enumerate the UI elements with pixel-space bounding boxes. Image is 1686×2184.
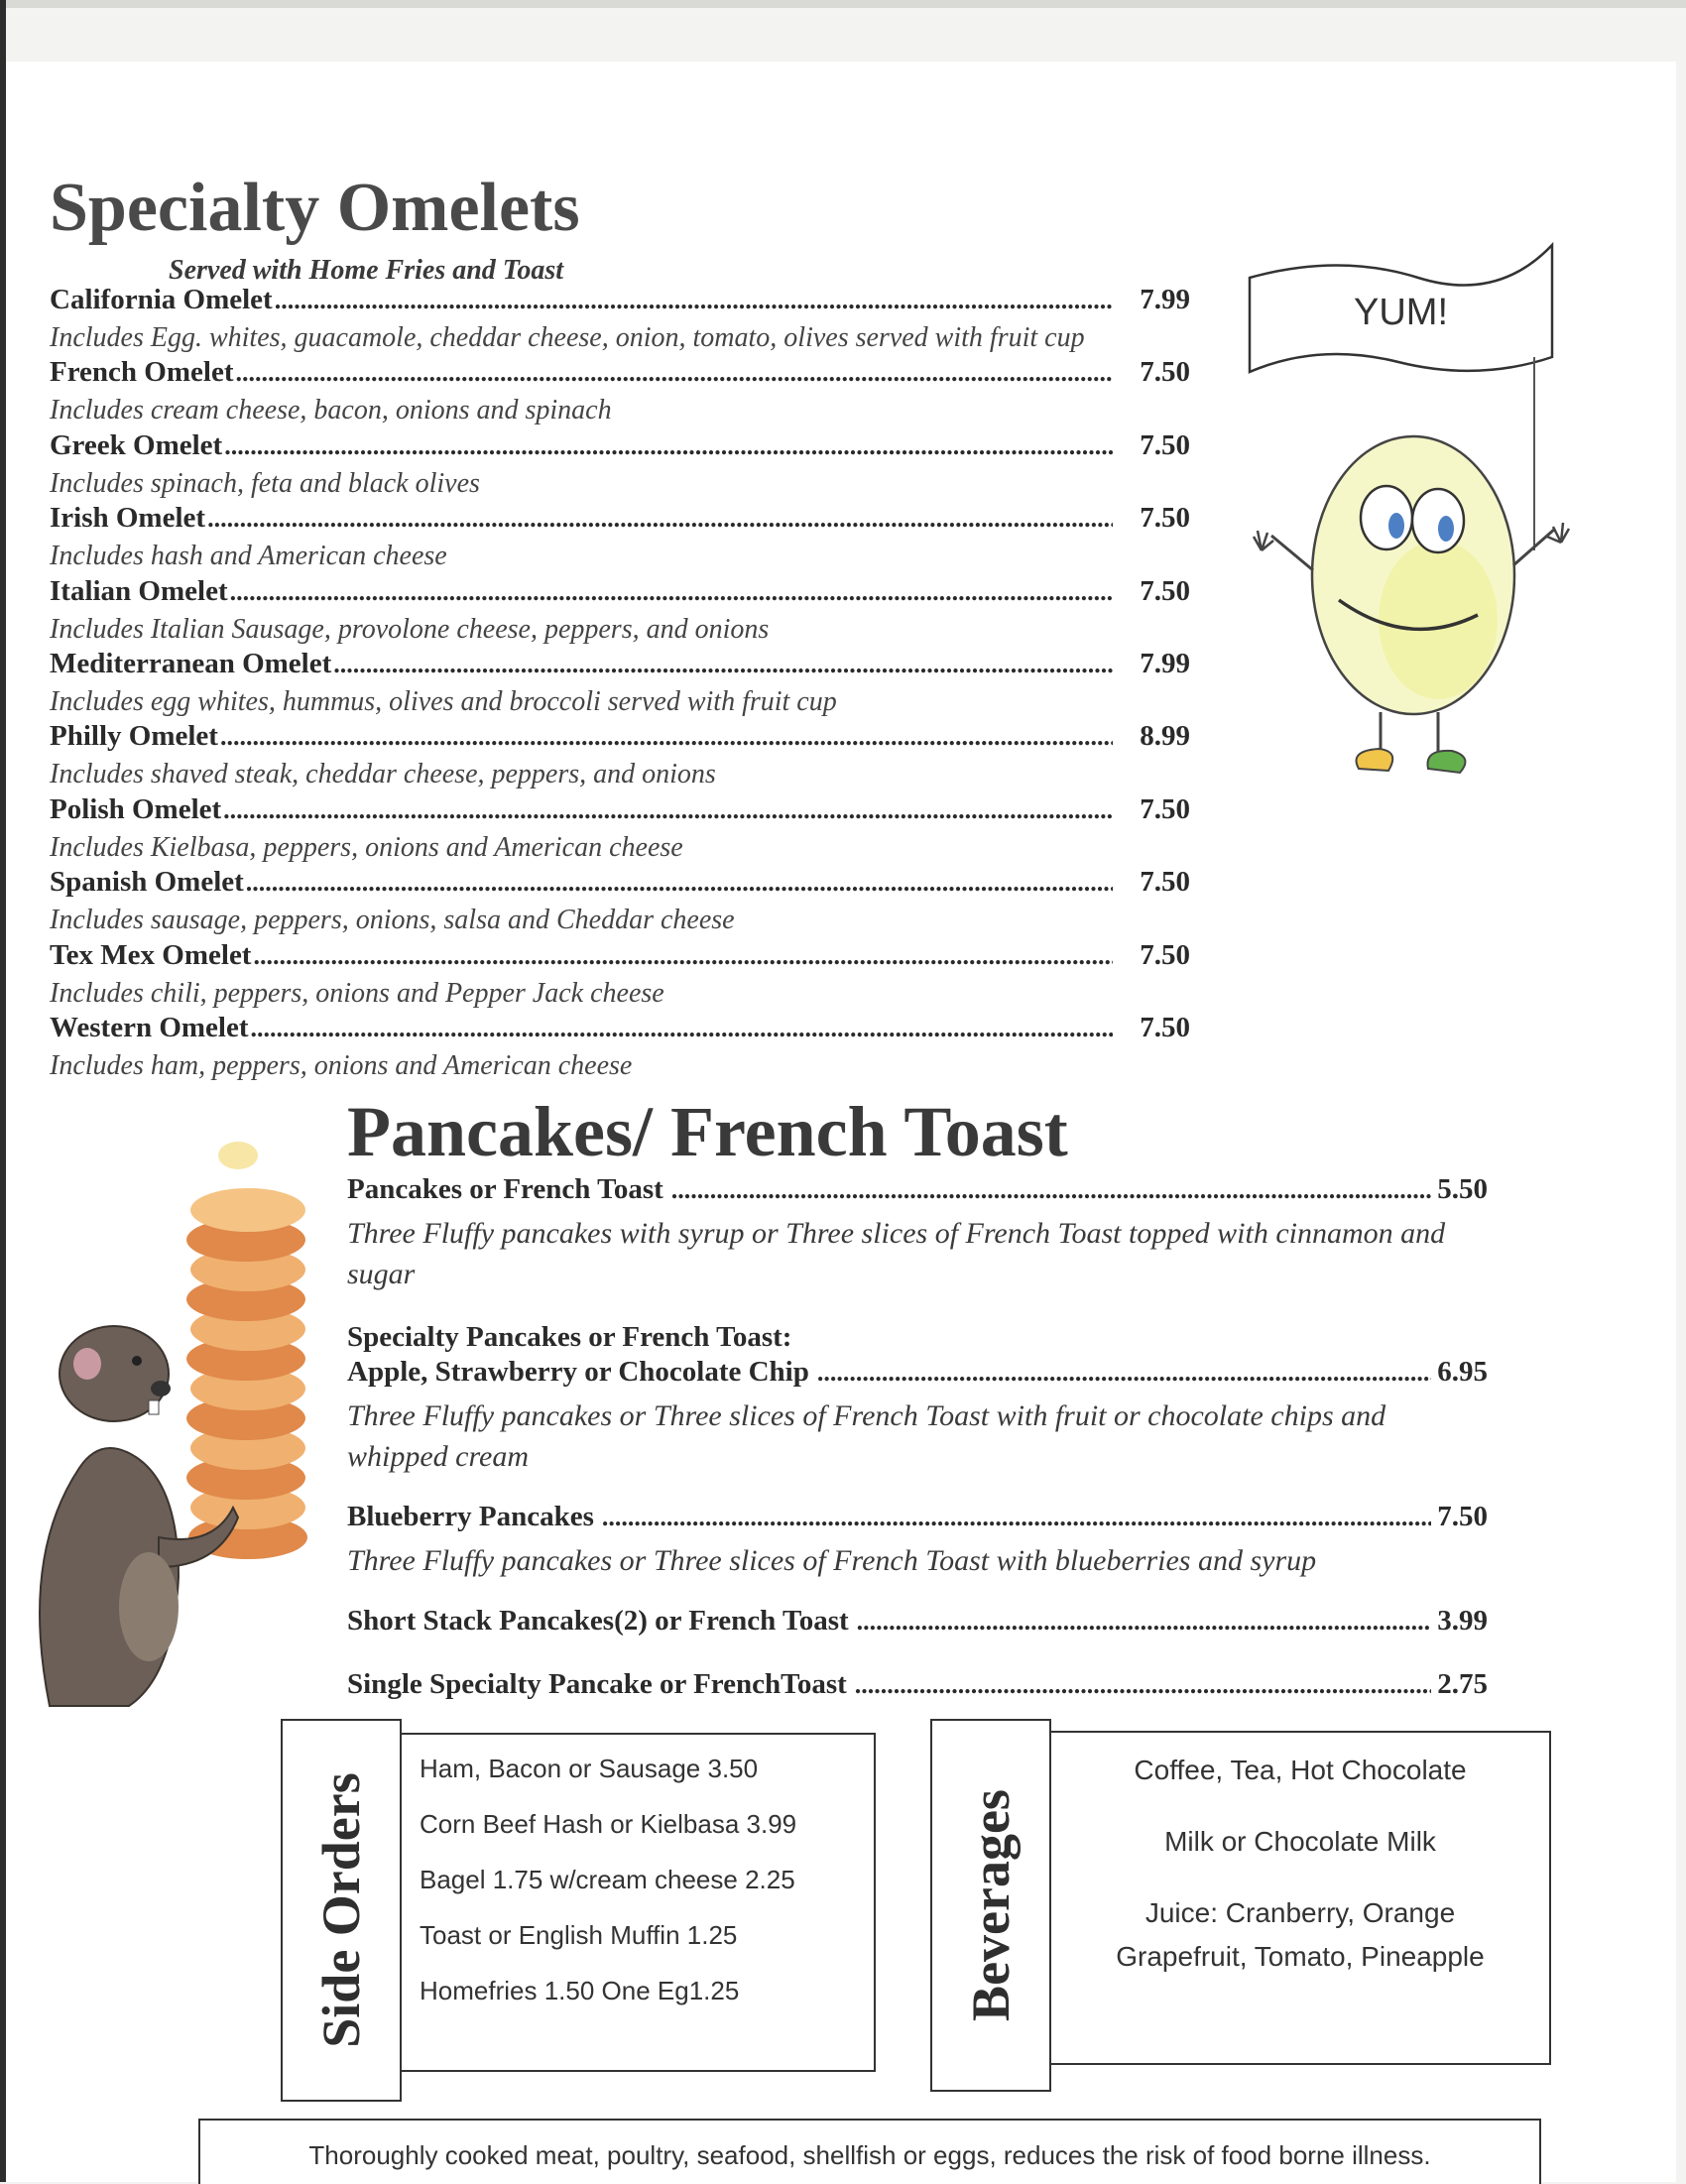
menu-item	[50, 284, 1190, 356]
item-price: 3.99	[1437, 1605, 1488, 1637]
item-description: Includes Italian Sausage, provolone cheese, peppers, and onions	[50, 613, 770, 645]
menu-item	[50, 1012, 1190, 1084]
omelets-subtitle: Served with Home Fries and Toast	[169, 255, 564, 286]
item-price: 7.99	[1140, 284, 1190, 315]
item-name: Western Omelet	[50, 1011, 249, 1043]
item-price: 7.50	[1140, 866, 1190, 899]
item-description: Includes chili, peppers, onions and Pepper Jack cheese	[50, 977, 664, 1009]
item-name: French Omelet	[50, 356, 234, 389]
menu-item	[50, 356, 1190, 428]
item-price: 7.50	[1140, 502, 1190, 535]
menu-item	[347, 1173, 1488, 1294]
left-eye	[1361, 486, 1412, 549]
list-item: Toast or English Muffin 1.25	[420, 1920, 738, 1950]
item-price: 7.50	[1437, 1501, 1488, 1532]
item-heading: Specialty Pancakes or French Toast:	[347, 1321, 792, 1353]
item-name: Philly Omelet	[50, 720, 218, 753]
butter	[218, 1142, 258, 1169]
item-name: Apple, Strawberry or Chocolate Chip	[347, 1356, 809, 1388]
list-item: Homefries 1.50 One Eg1.25	[420, 1976, 740, 2005]
item-description: Three Fluffy pancakes with syrup or Three slices of French Toast topped with cinnamon and sugar	[347, 1217, 1446, 1290]
food-safety-text: Thoroughly cooked meat, poultry, seafood, shellfish or eggs, reduces the risk of food borne illness.	[308, 2140, 1431, 2170]
item-name: Irish Omelet	[50, 502, 206, 535]
list-item: Grapefruit, Tomato, Pineapple	[1116, 1941, 1485, 1972]
item-price: 2.75	[1437, 1668, 1488, 1700]
item-name: Short Stack Pancakes(2) or French Toast	[347, 1605, 849, 1637]
item-name: Polish Omelet	[50, 792, 222, 825]
right-shoe	[1428, 751, 1466, 773]
item-price: 7.50	[1140, 1011, 1190, 1043]
list-item: Ham, Bacon or Sausage 3.50	[420, 1754, 759, 1783]
menu-item	[347, 1605, 1488, 1644]
menu-item	[50, 648, 1190, 720]
item-description: Includes Egg. whites, guacamole, cheddar cheese, onion, tomato, olives served with fruit cup	[50, 322, 1085, 353]
item-price: 5.50	[1437, 1173, 1488, 1205]
beverages-label: Beverages	[961, 1789, 1021, 2021]
beverages-label-box	[930, 1719, 1051, 2092]
item-description: Includes ham, peppers, onions and American cheese	[50, 1049, 633, 1081]
menu-item	[347, 1318, 1488, 1477]
item-price: 7.99	[1140, 647, 1190, 679]
side-orders-label: Side Orders	[311, 1772, 371, 2048]
item-description: Includes hash and American cheese	[50, 541, 447, 572]
egg-mascot-illustration	[1240, 233, 1577, 808]
item-price: 6.95	[1437, 1356, 1488, 1388]
item-name: Mediterranean Omelet	[50, 647, 332, 679]
menu-item	[50, 720, 1190, 792]
pancakes-title: Pancakes/ French Toast	[347, 1092, 1068, 1171]
scan-left-edge	[0, 0, 6, 2182]
side-orders-label-box	[281, 1719, 402, 2102]
beverages-box	[1049, 1731, 1551, 2065]
food-safety-notice	[198, 2119, 1541, 2184]
item-description: Includes sausage, peppers, onions, salsa and Cheddar cheese	[50, 905, 735, 936]
item-description: Includes spinach, feta and black olives	[50, 467, 480, 499]
item-price: 7.50	[1140, 356, 1190, 389]
menu-item	[50, 939, 1190, 1012]
menu-item	[347, 1501, 1488, 1581]
item-description: Three Fluffy pancakes or Three slices of French Toast with fruit or chocolate chips and whipped cream	[347, 1399, 1386, 1473]
list-item: Corn Beef Hash or Kielbasa 3.99	[420, 1809, 797, 1839]
left-hand	[1254, 531, 1273, 550]
item-name: California Omelet	[50, 284, 273, 315]
pancake-groundhog-illustration	[10, 1111, 357, 1716]
pancake-stack	[186, 1142, 307, 1559]
left-shoe	[1357, 749, 1393, 771]
item-price: 7.50	[1140, 792, 1190, 825]
flag-text: YUM!	[1354, 292, 1448, 333]
list-item: Milk or Chocolate Milk	[1164, 1826, 1436, 1857]
item-description: Includes cream cheese, bacon, onions and spinach	[50, 395, 612, 426]
scan-top-border	[0, 0, 1686, 8]
item-name: Pancakes or French Toast	[347, 1173, 663, 1205]
menu-item	[50, 793, 1190, 866]
item-name: Tex Mex Omelet	[50, 938, 252, 971]
item-description: Includes egg whites, hummus, olives and broccoli served with fruit cup	[50, 685, 837, 717]
item-name: Italian Omelet	[50, 574, 228, 607]
list-item: Bagel 1.75 w/cream cheese 2.25	[420, 1865, 795, 1894]
menu-item	[50, 502, 1190, 574]
list-item: Coffee, Tea, Hot Chocolate	[1134, 1755, 1467, 1785]
omelet-list	[50, 284, 1190, 1084]
side-orders-box	[400, 1733, 876, 2072]
item-name: Spanish Omelet	[50, 866, 244, 899]
list-item: Juice: Cranberry, Orange	[1144, 1897, 1456, 1928]
omelets-title: Specialty Omelets	[50, 170, 580, 246]
menu-item	[50, 575, 1190, 648]
item-price: 7.50	[1140, 428, 1190, 461]
menu-item	[50, 429, 1190, 502]
item-price: 7.50	[1140, 938, 1190, 971]
item-name: Blueberry Pancakes	[347, 1501, 594, 1532]
item-name: Single Specialty Pancake or FrenchToast	[347, 1668, 847, 1700]
item-description: Includes Kielbasa, peppers, onions and American cheese	[50, 831, 683, 863]
menu-item	[50, 866, 1190, 938]
right-eye	[1412, 489, 1464, 552]
item-name: Greek Omelet	[50, 428, 223, 461]
item-price: 7.50	[1140, 574, 1190, 607]
item-description: Three Fluffy pancakes or Three slices of French Toast with blueberries and syrup	[347, 1544, 1317, 1577]
item-price: 8.99	[1140, 720, 1190, 753]
item-description: Includes shaved steak, cheddar cheese, peppers, and onions	[50, 759, 716, 790]
menu-item	[347, 1668, 1488, 1708]
pancake-list	[347, 1173, 1488, 1708]
